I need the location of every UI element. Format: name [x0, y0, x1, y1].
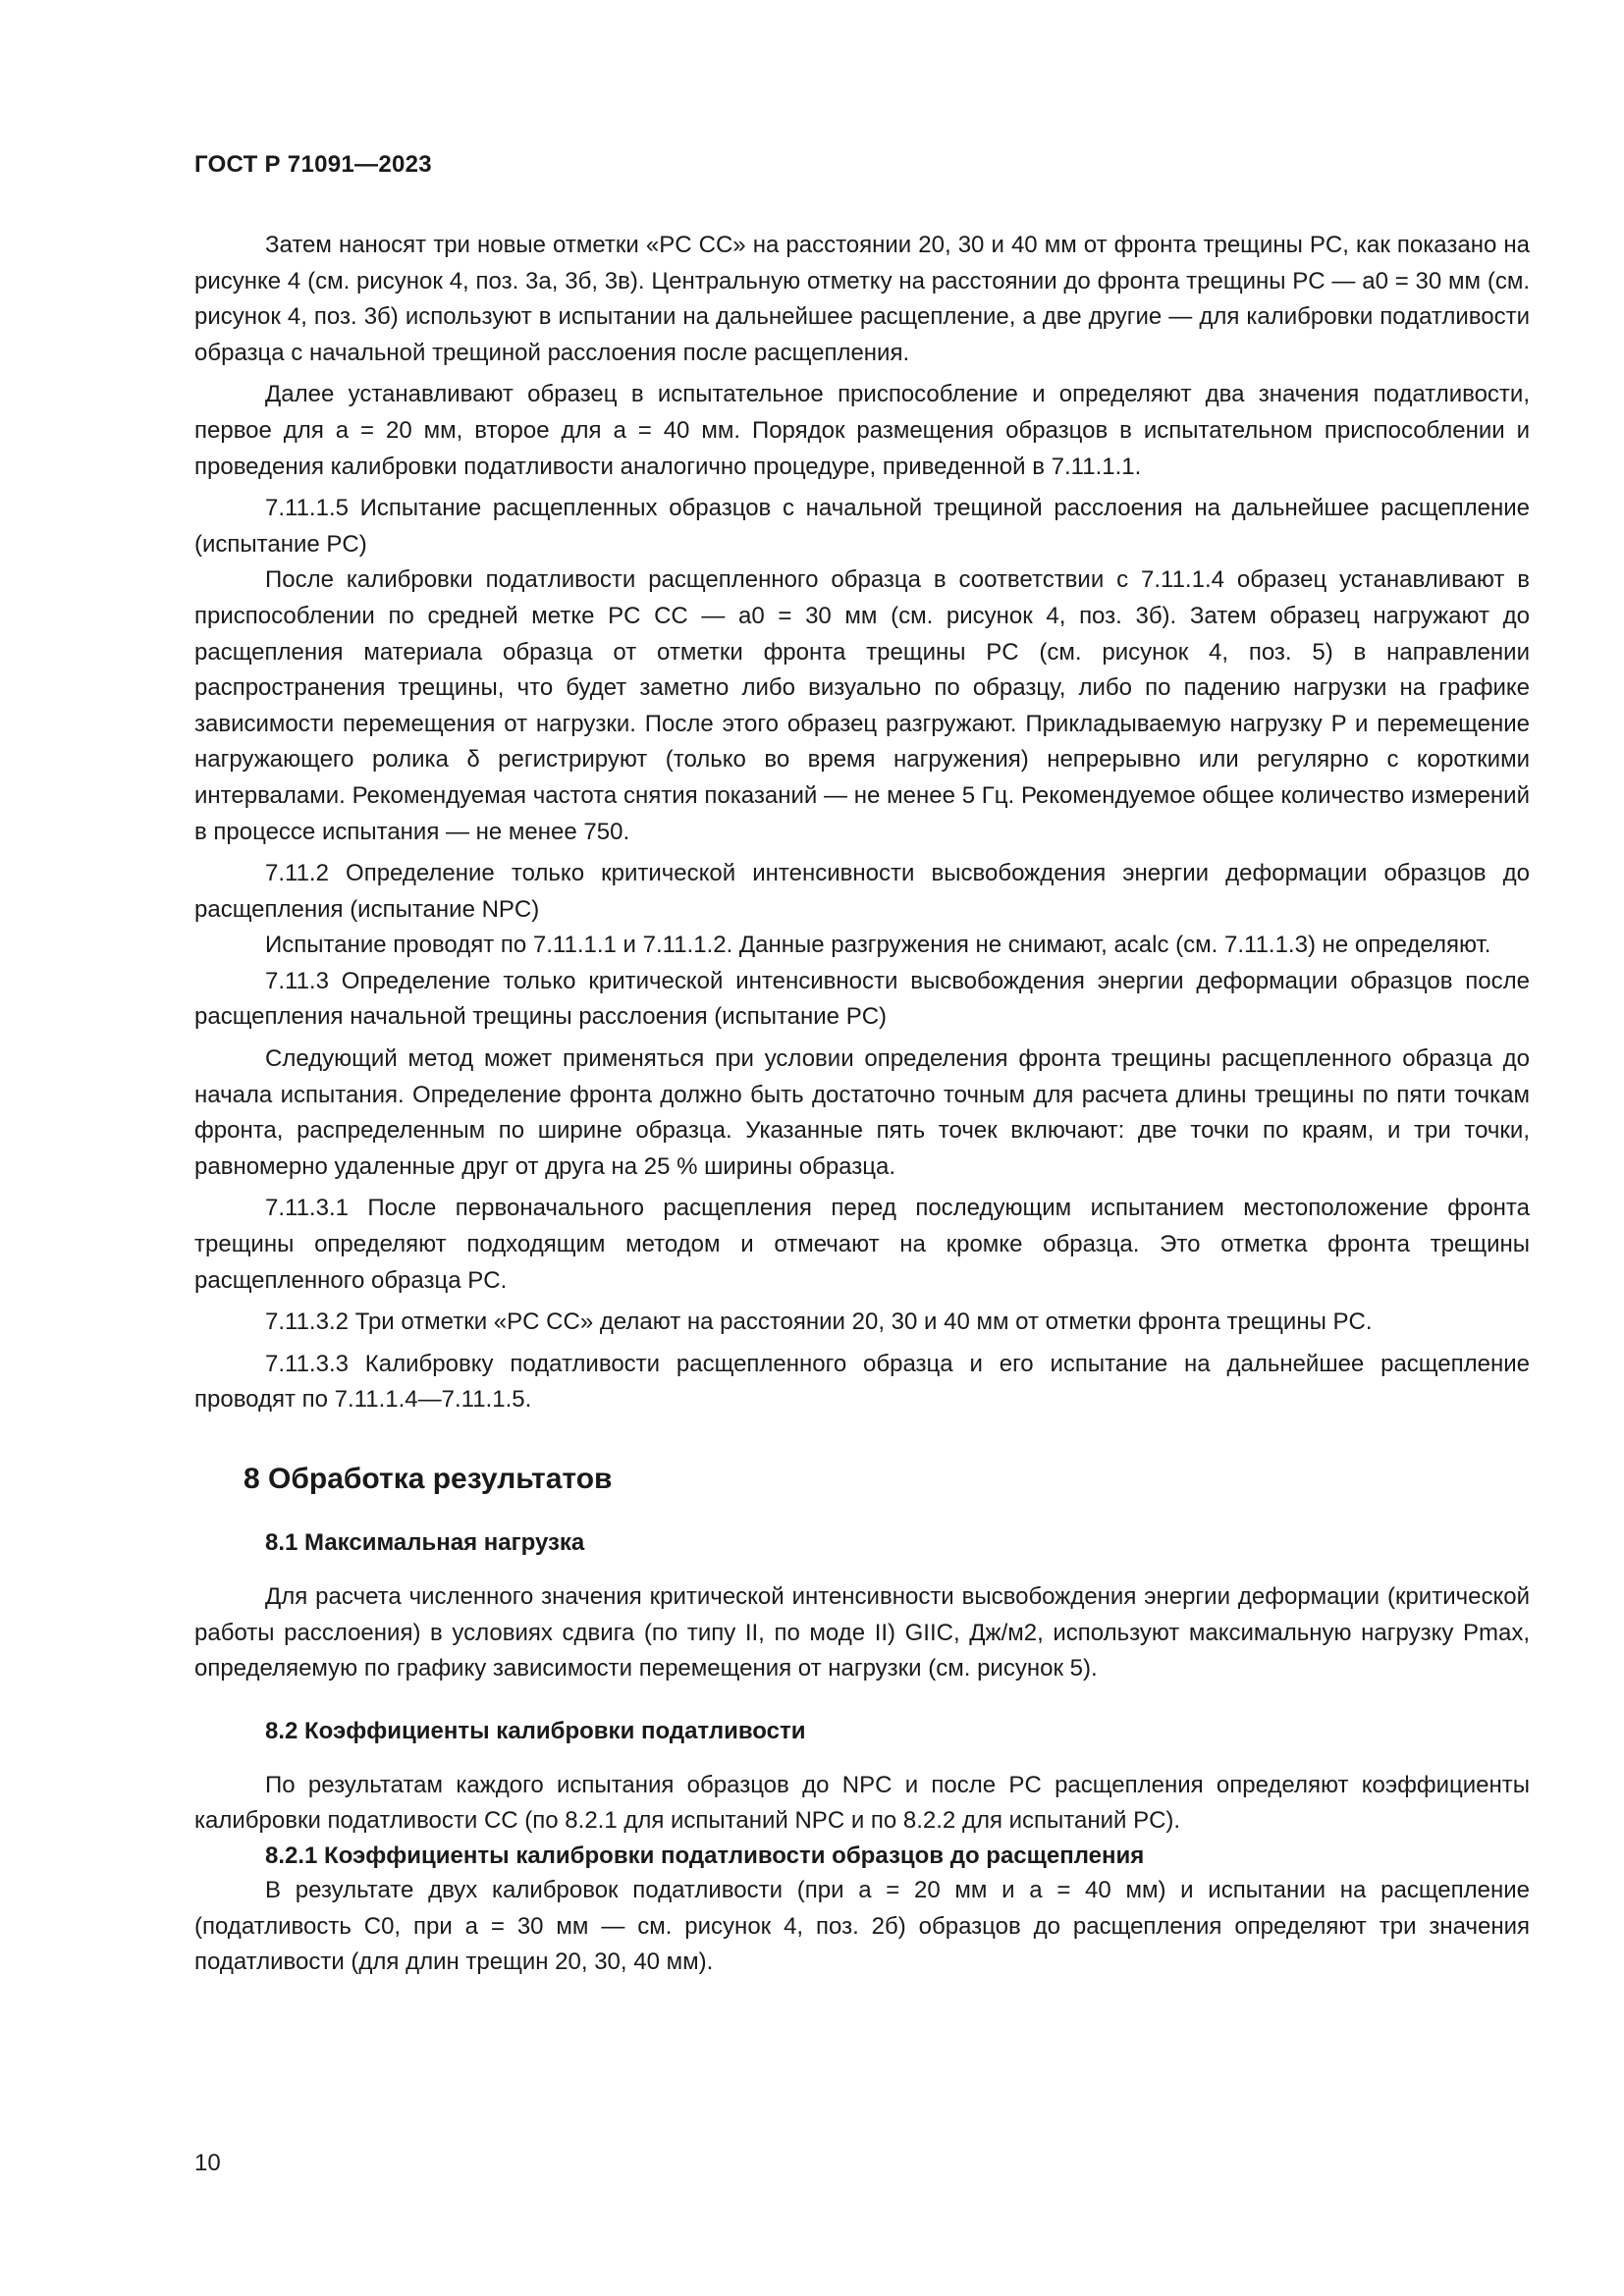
paragraph: 7.11.3.2 Три отметки «PC CC» делают на расстоянии 20, 30 и 40 мм от отметки фронта трещины PC. — [265, 1308, 1373, 1336]
section-heading: 8 Обработка результатов — [244, 1463, 613, 1495]
paragraph: 7.11.3.3 Калибровку податливости расщепленного образца и его испытание на дальнейшее расщепление проводят по 7.11.1.4—7.11.1.5. — [194, 1350, 1530, 1414]
paragraph: После калибровки податливости расщепленного образца в соответствии с 7.11.1.4 образец устанавливают в приспособлении по средней метке PC CC — a0 = 30 мм (см. рисунок 4, поз. 3б). Затем образец нагружают до расщепления материала образца от отметки фронта трещины PC (см. рисунок 4, поз. 5) в направлении распространения трещины, что будет заметно либо визуально по образцу, либо по падению нагрузки на графике зависимости перемещения от нагрузки. После этого образец разгружают. Прикладываемую нагрузку P и перемещение нагружающего ролика δ регистрируют (только во время нагружения) непрерывно или регулярно с короткими интервалами. Рекомендуемая частота снятия показаний — не менее 5 Гц. Рекомендуемое общее количество измерений в процессе испытания — не менее 750. — [194, 566, 1530, 845]
subsection-heading: 8.1 Максимальная нагрузка — [265, 1529, 585, 1556]
subsection-heading: 8.2.1 Коэффициенты калибровки податливости образцов до расщепления — [265, 1842, 1145, 1869]
document-body — [194, 228, 1530, 1981]
paragraph: Далее устанавливают образец в испытательное приспособление и определяют два значения податливости, первое для a = 20 мм, второе для a = 40 мм. Порядок размещения образцов в испытательном приспособлении и проведения калибровки податливости аналогично процедуре, приведенной в 7.11.1.1. — [194, 381, 1530, 480]
clause-heading: 7.11.1.5 Испытание расщепленных образцов с начальной трещиной расслоения на дальнейшее расщепление (испытание PC) — [194, 495, 1530, 558]
paragraph: Следующий метод может применяться при условии определения фронта трещины расщепленного образца до начала испытания. Определение фронта должно быть достаточно точным для расчета длины трещины по пяти точкам фронта, распределенным по ширине образца. Указанные пять точек включают: две точки по краям, и три точки, равномерно удаленные друг от друга на 25 % ширины образца. — [194, 1045, 1530, 1180]
paragraph: По результатам каждого испытания образцов до NPC и после PC расщепления определяют коэффициенты калибровки податливости CC (по 8.2.1 для испытаний NPC и по 8.2.2 для испытаний PC). — [194, 1771, 1530, 1835]
paragraph: 7.11.3.1 После первоначального расщепления перед последующим испытанием местоположение фронта трещины определяют подходящим методом и отмечают на кромке образца. Это отметка фронта трещины расщепленного образца PC. — [194, 1195, 1530, 1294]
clause-heading: 7.11.3 Определение только критической интенсивности высвобождения энергии деформации образцов после расщепления начальной трещины расслоения (испытание PC) — [194, 967, 1530, 1031]
paragraph: В результате двух калибровок податливости (при a = 20 мм и a = 40 мм) и испытании на расщепление (податливость C0, при a = 30 мм — см. рисунок 4, поз. 2б) образцов до расщепления определяют три значения податливости (для длин трещин 20, 30, 40 мм). — [194, 1876, 1530, 1976]
paragraph: Затем наносят три новые отметки «PC CC» на расстоянии 20, 30 и 40 мм от фронта трещины PC, как показано на рисунке 4 (см. рисунок 4, поз. 3а, 3б, 3в). Центральную отметку на расстоянии до фронта трещины PC — a0 = 30 мм (см. рисунок 4, поз. 3б) используют в испытании на дальнейшее расщепление, а две другие — для калибровки податливости образца с начальной трещиной расслоения после расщепления. — [194, 232, 1530, 366]
document-header: ГОСТ Р 71091—2023 — [194, 151, 432, 178]
page-number: 10 — [194, 2150, 221, 2176]
paragraph: Испытание проводят по 7.11.1.1 и 7.11.1.2. Данные разгружения не снимают, acalc (см. 7.11.1.3) не определяют. — [265, 932, 1491, 959]
subsection-heading: 8.2 Коэффициенты калибровки податливости — [265, 1717, 806, 1744]
clause-heading: 7.11.2 Определение только критической интенсивности высвобождения энергии деформации образцов до расщепления (испытание NPC) — [194, 860, 1530, 923]
paragraph: Для расчета численного значения критической интенсивности высвобождения энергии деформации (критической работы расслоения) в условиях сдвига (по типу II, по моде II) GIIC, Дж/м2, используют максимальную нагрузку Pmax, определяемую по графику зависимости перемещения от нагрузки (см. рисунок 5). — [194, 1583, 1530, 1682]
